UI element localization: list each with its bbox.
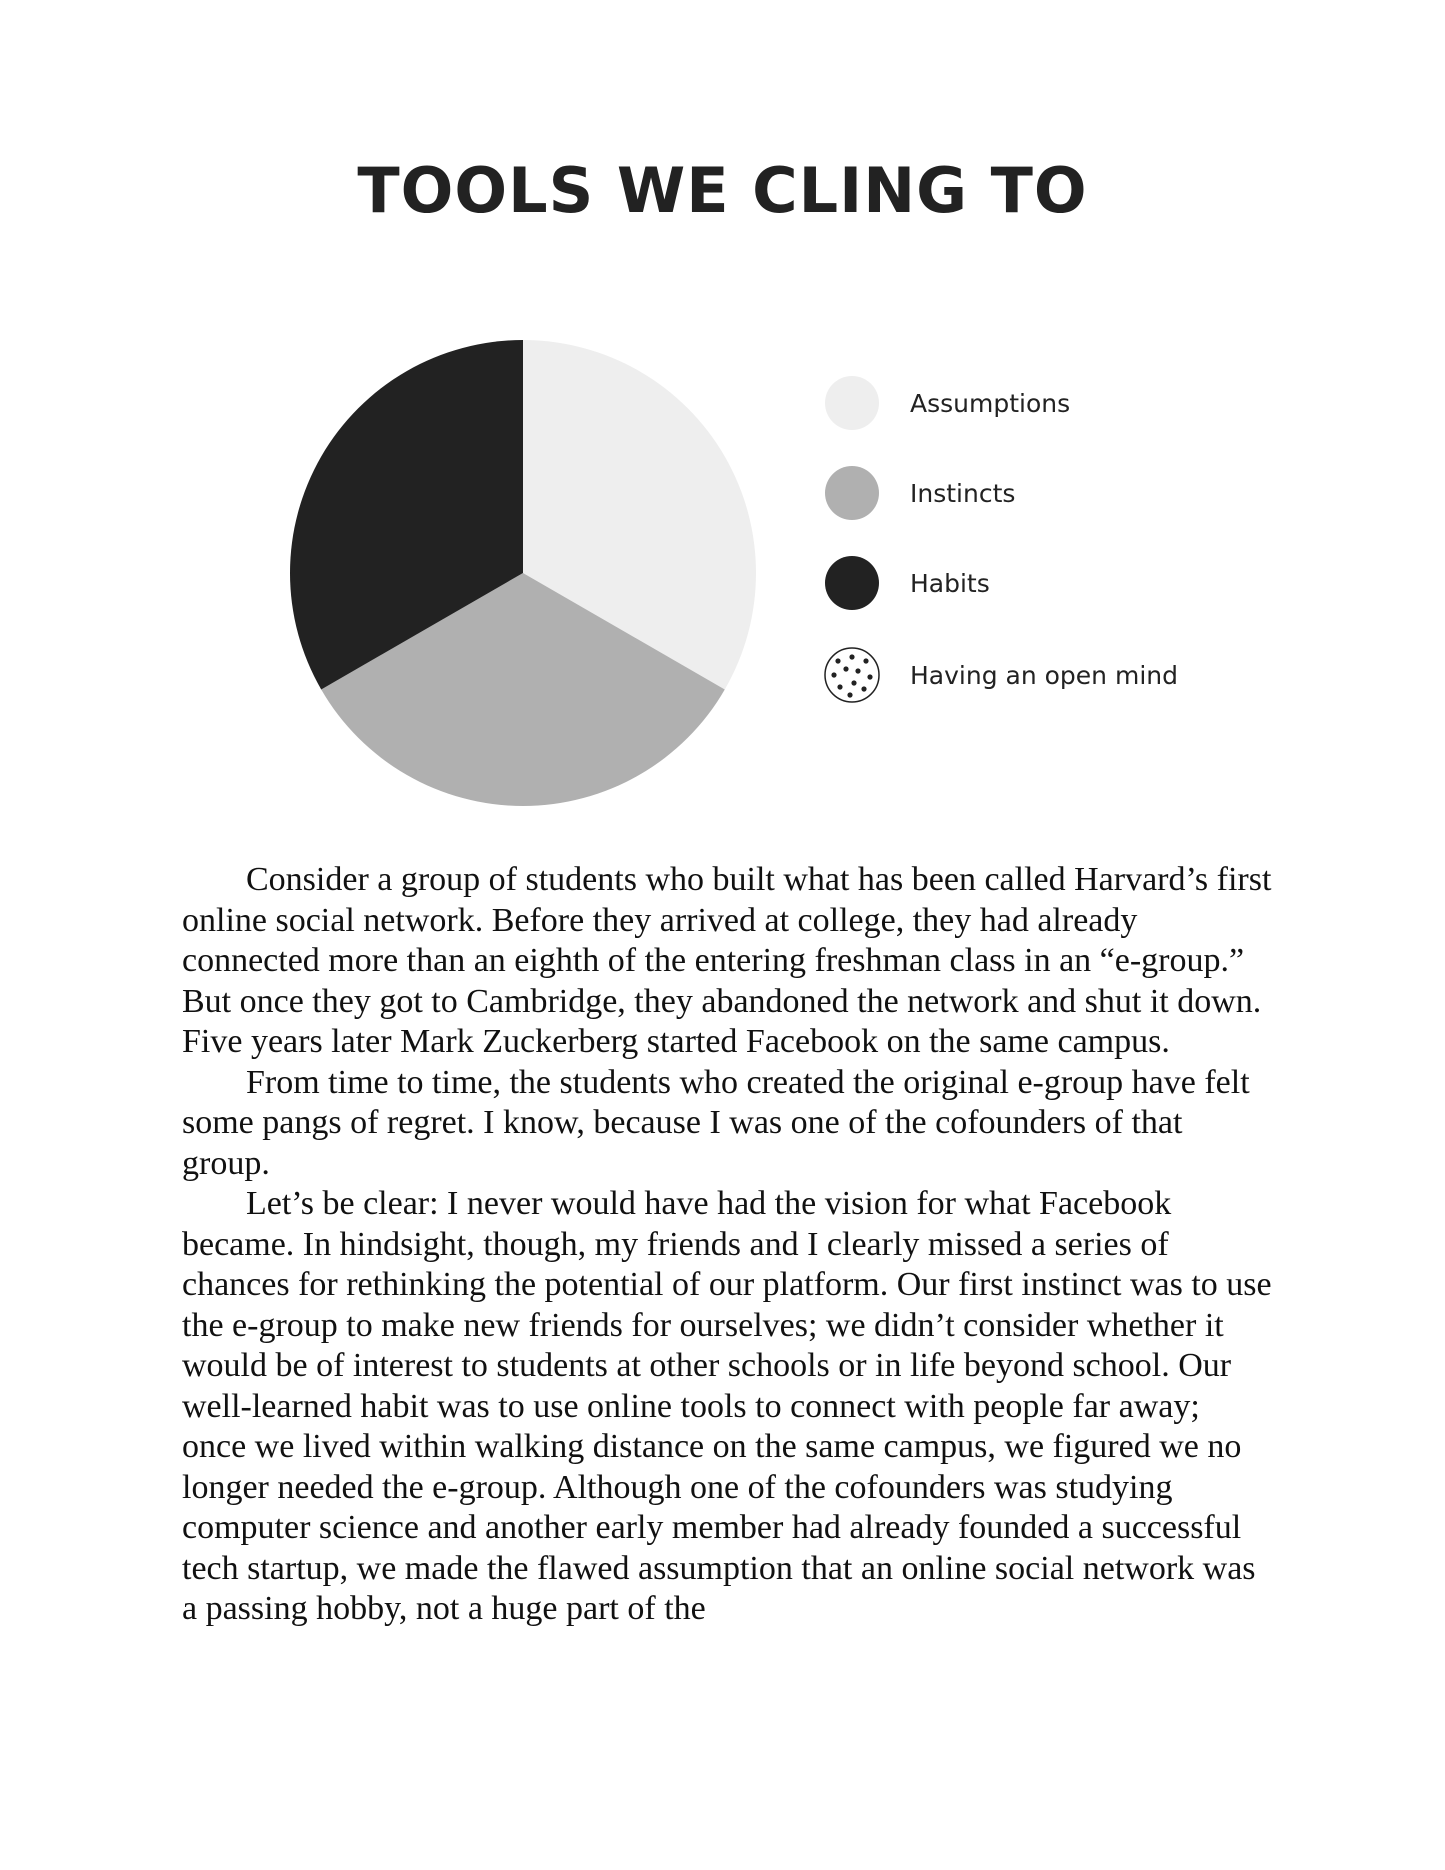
legend-swatch-dot	[837, 684, 842, 689]
pie-chart	[0, 0, 1445, 850]
legend-swatch-instincts	[825, 466, 879, 520]
legend-item-instincts	[825, 466, 1015, 520]
legend-label-assumptions: Assumptions	[910, 389, 1071, 418]
legend-label-having-an-open-mind: Having an open mind	[910, 661, 1178, 690]
legend-item-habits	[825, 556, 990, 610]
body-text	[182, 860, 1272, 1630]
legend-swatch-dot	[867, 674, 872, 679]
body-paragraph: From time to time, the students who created the original e-group have felt some pangs of regret. I know, because I was one of the cofounders of that group.	[182, 1063, 1250, 1182]
legend-swatch-dot	[849, 654, 854, 659]
body-paragraph: Consider a group of students who built what has been called Harvard’s first online social network. Before they arrived at college, they had already connected more than an eighth of the entering freshman class in an “e-group.” But once they got to Cambridge, they abandoned the network and shut it down. Five years later Mark Zuckerberg started Facebook on the same campus.	[182, 861, 1272, 1060]
legend-swatch-dot	[843, 666, 848, 671]
legend-label-habits: Habits	[910, 569, 990, 598]
chart-legend	[825, 376, 1178, 702]
legend-swatch-dot	[835, 658, 840, 663]
pie-slices	[290, 340, 756, 806]
page-title: TOOLS WE CLING TO	[357, 154, 1088, 227]
legend-swatch-habits	[825, 556, 879, 610]
legend-item-having-an-open-mind	[825, 648, 1178, 702]
pie-chart-area	[0, 0, 1445, 850]
legend-label-instincts: Instincts	[910, 479, 1016, 508]
legend-swatch-dot	[831, 672, 836, 677]
legend-swatch-dot	[863, 658, 868, 663]
legend-swatch-dot	[847, 692, 852, 697]
legend-swatch-dot	[851, 680, 856, 685]
body-paragraph: Let’s be clear: I never would have had the vision for what Facebook became. In hindsight, though, my friends and I clearly missed a series of chances for rethinking the potential of our platform. Our first instinct was to use the e-group to make new friends for ourselves; we didn’t consider whether it would be of interest to students at other schools or in life beyond school. Our well-learned habit was to use online tools to connect with people far away; once we lived within walking distance on the same campus, we figured we no longer needed the e-group. Although one of the cofounders was studying computer science and another early member had already founded a successful tech startup, we made the flawed assumption that an online social network was a passing hobby, not a huge part of the	[182, 1185, 1272, 1627]
legend-item-assumptions	[825, 376, 1070, 430]
legend-swatch-dot	[861, 686, 866, 691]
legend-swatch-assumptions	[825, 376, 879, 430]
legend-swatch-dot	[855, 668, 860, 673]
